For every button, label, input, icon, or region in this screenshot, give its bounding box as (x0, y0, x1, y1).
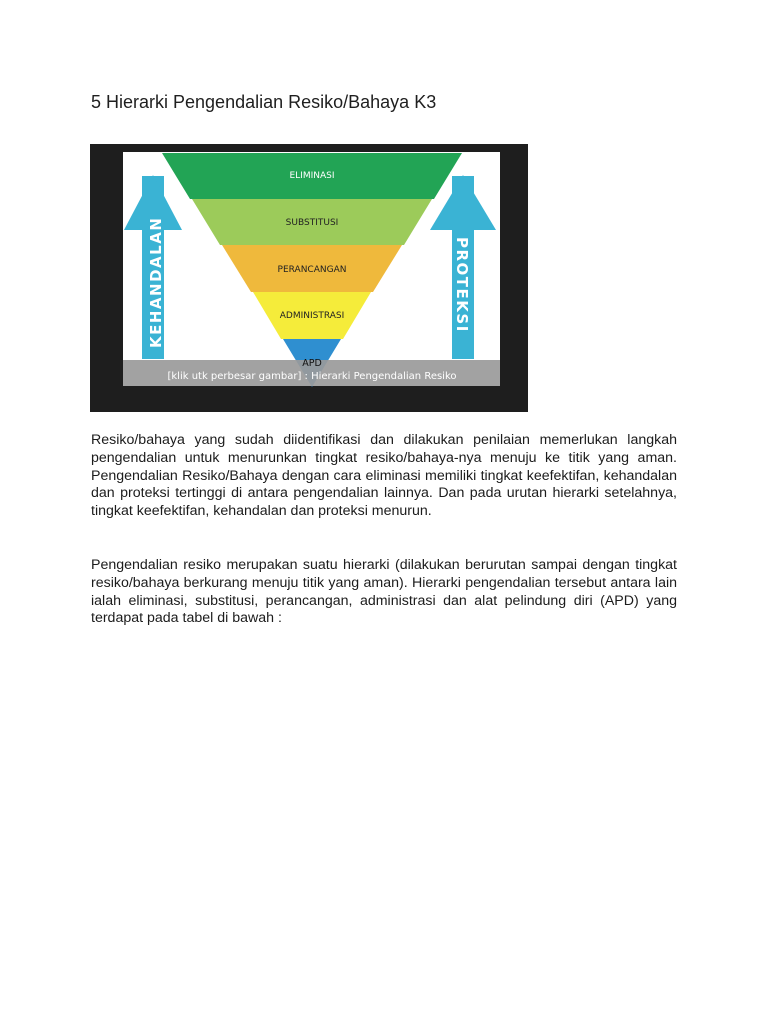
paragraph-hierarchy: Pengendalian resiko merupakan suatu hierarki (dilakukan berurutan sampai dengan tingkat resiko/bahaya berkurang menuju titik yang aman). Hierarki pengendalian tersebut antara lain ialah eliminasi, substitusi, perancangan, administrasi dan alat pelindung diri (APD) yang terdapat pada tabel di bawah : (91, 557, 677, 627)
level-substitusi-label: SUBSTITUSI (285, 218, 339, 228)
level-administrasi-label: ADMINISTRASI (279, 311, 345, 321)
right-arrow-label: PROTEKSI (453, 237, 471, 333)
hierarchy-diagram (90, 144, 528, 412)
figure-caption[interactable]: [klik utk perbesar gambar] : Hierarki Pengendalian Resiko (167, 371, 457, 382)
level-perancangan-label: PERANCANGAN (277, 265, 347, 275)
paragraph-intro: Resiko/bahaya yang sudah diidentifikasi dan dilakukan penilaian memerlukan langkah pengendalian untuk menurunkan tingkat resiko/bahaya-nya menuju ke titik yang aman. Pengendalian Resiko/Bahaya dengan cara eliminasi memiliki tingkat keefektifan, kehandalan dan proteksi tertinggi di antara pengendalian lainnya. Dan pada urutan hierarki setelahnya, tingkat keefektifan, kehandalan dan proteksi menurun. (91, 432, 677, 520)
hierarchy-figure[interactable] (90, 144, 528, 412)
level-apd-label: APD (302, 358, 322, 369)
left-arrow-label: KEHANDALAN (147, 216, 165, 348)
page-title: 5 Hierarki Pengendalian Resiko/Bahaya K3 (91, 92, 437, 112)
level-eliminasi-label: ELIMINASI (289, 171, 335, 181)
